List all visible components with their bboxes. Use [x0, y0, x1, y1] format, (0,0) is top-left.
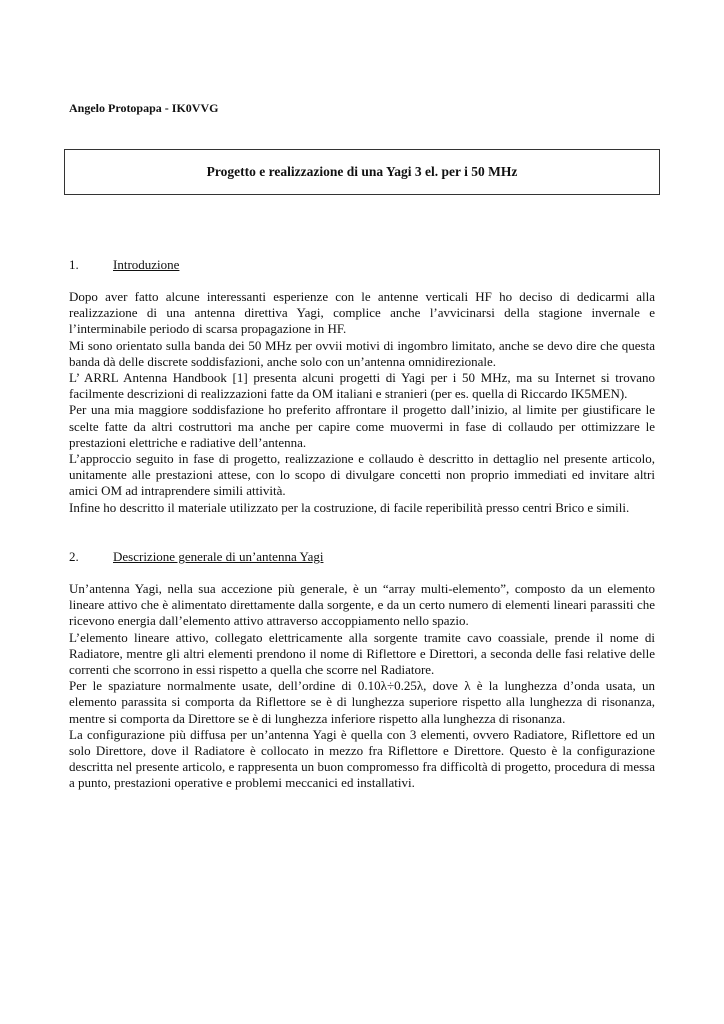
section-body — [69, 581, 655, 792]
section-body — [69, 289, 655, 516]
section-heading — [69, 549, 655, 565]
section-heading — [69, 257, 655, 273]
title-box — [64, 149, 660, 195]
paragraph: Un’antenna Yagi, nella sua accezione più generale, è un “array multi-elemento”, composto da un elemento lineare attivo che è alimentato direttamente dalla sorgente, e da un certo numero di elementi lineari parassiti che ricevono energia dall’elemento attivo attraverso accoppiamento nello spazio. — [69, 581, 655, 629]
section-introduzione — [69, 257, 655, 516]
paragraph: Mi sono orientato sulla banda dei 50 MHz per ovvii motivi di ingombro limitato, anche se devo dire che questa banda dà delle discrete soddisfazioni, anche solo con un’antenna omnidirezionale. — [69, 337, 655, 369]
paragraph: Per una mia maggiore soddisfazione ho preferito affrontare il progetto dall’inizio, al limite per giustificare le scelte fatte da altri costruttori ma anche per capire come muovermi in fase di collaudo per ottimizzare le prestazioni elettriche e radiative dell’antenna. — [69, 402, 655, 450]
paragraph: Infine ho descritto il materiale utilizzato per la costruzione, di facile reperibilità presso centri Brico e simili. — [69, 499, 630, 515]
document-title: Progetto e realizzazione di una Yagi 3 el. per i 50 MHz — [206, 164, 518, 179]
section-title: Descrizione generale di un’antenna Yagi — [113, 549, 324, 564]
paragraph: L’elemento lineare attivo, collegato elettricamente alla sorgente tramite cavo coassiale, prende il nome di Radiatore, mentre gli altri elementi prendono il nome di Riflettore e Direttori, a seconda delle fasi relative delle correnti che scorrono in essi rispetto a quella che scorre nel Radiatore. — [69, 629, 655, 678]
paragraph: L’approccio seguito in fase di progetto, realizzazione e collaudo è descritto in dettaglio nel presente articolo, unitamente alle prestazioni attese, con lo scopo di divulgare concetti non proprio immediati ed invitare altri amici OM ad intraprendere simili attività. — [69, 451, 655, 499]
author-line: Angelo Protopapa - IK0VVG — [69, 101, 219, 115]
paragraph: La configurazione più diffusa per un’antenna Yagi è quella con 3 elementi, ovvero Radiatore, Riflettore ed un solo Direttore, dove il Radiatore è collocato in mezzo fra Riflettore e Direttore. Questo è la configurazione descritta nel presente articolo, e rappresenta un buon compromesso fra difficoltà di progetto, procedura di messa a punto, prestazioni operative e problemi meccanici ed installativi. — [69, 726, 655, 791]
section-number: 1. — [69, 257, 79, 272]
paragraph: Per le spaziature normalmente usate, dell’ordine di 0.10λ÷0.25λ, dove λ è la lunghezza d’onda usata, un elemento parassita si comporta da Riflettore se è di lunghezza superiore rispetto alla lunghezza di risonanza, mentre si comporta da Direttore se è di lunghezza inferiore rispetto alla lunghezza di risonanza. — [69, 678, 655, 726]
section-number: 2. — [69, 549, 79, 564]
section-descrizione-generale — [69, 549, 655, 792]
paragraph: L’ ARRL Antenna Handbook [1] presenta alcuni progetti di Yagi per i 50 MHz, ma su Internet si trovano facilmente descrizioni di realizzazioni fatte da OM italiani e stranieri (per es. quella di Riccardo IK5MEN). — [69, 370, 655, 402]
section-title: Introduzione — [113, 257, 180, 272]
paragraph: Dopo aver fatto alcune interessanti esperienze con le antenne verticali HF ho deciso di dedicarmi alla realizzazione di una antenna direttiva Yagi, complice anche l’avvicinarsi della stagione invernale e l’interminabile periodo di scarsa propagazione in HF. — [69, 289, 655, 337]
